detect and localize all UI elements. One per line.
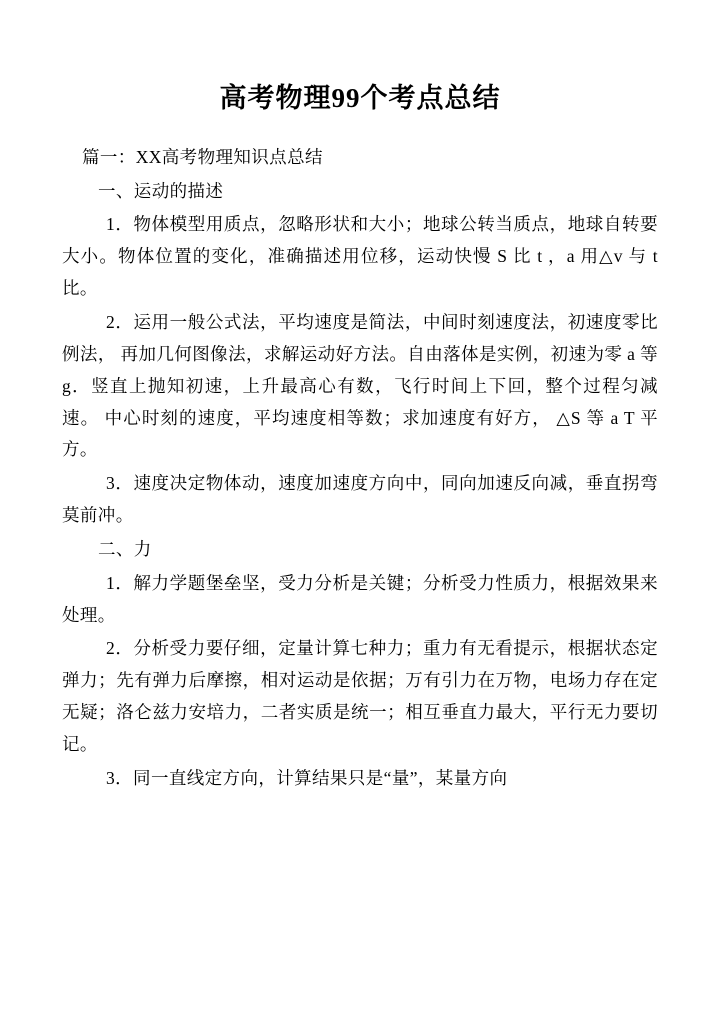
paragraph-heading-section-2: 二、力	[98, 538, 152, 559]
document-body	[62, 142, 658, 795]
paragraph: 3．速度决定物体动，速度加速度方向中，同向加速反向减，垂直拐弯莫前冲。	[62, 473, 658, 526]
paragraph: 1．解力学题堡垒坚，受力分析是关键；分析受力性质力，根据效果来处理。	[62, 572, 658, 625]
page-title: 高考物理99个考点总结	[219, 83, 501, 113]
paragraph: 1．物体模型用质点，忽略形状和大小；地球公转当质点，地球自转要大小。物体位置的变化，准确描述用位移，运动快慢 S 比 t ，a 用△v 与 t 比。	[62, 214, 658, 299]
paragraph: 篇一：XX高考物理知识点总结	[82, 146, 323, 167]
paragraph: 3．同一直线定方向，计算结果只是“量”，某量方向	[106, 767, 508, 788]
paragraph: 2．分析受力要仔细，定量计算七种力；重力有无看提示，根据状态定弹力；先有弹力后摩擦，相对运动是依据；万有引力在万物，电场力存在定无疑；洛仑兹力安培力，二者实质是统一；相互垂直力最大，平行无力要切记。	[62, 638, 658, 754]
paragraph-heading-section-1: 一、运动的描述	[98, 180, 224, 201]
paragraph: 2．运用一般公式法，平均速度是简法，中间时刻速度法，初速度零比例法， 再加几何图像法，求解运动好方法。自由落体是实例，初速为零 a 等 g．竖直上抛知初速，上升最高心有数，飞行时间上下回，整个过程匀减速。 中心时刻的速度，平均速度相等数；求加速度有好方， △S 等 a T 平方。	[62, 312, 658, 460]
